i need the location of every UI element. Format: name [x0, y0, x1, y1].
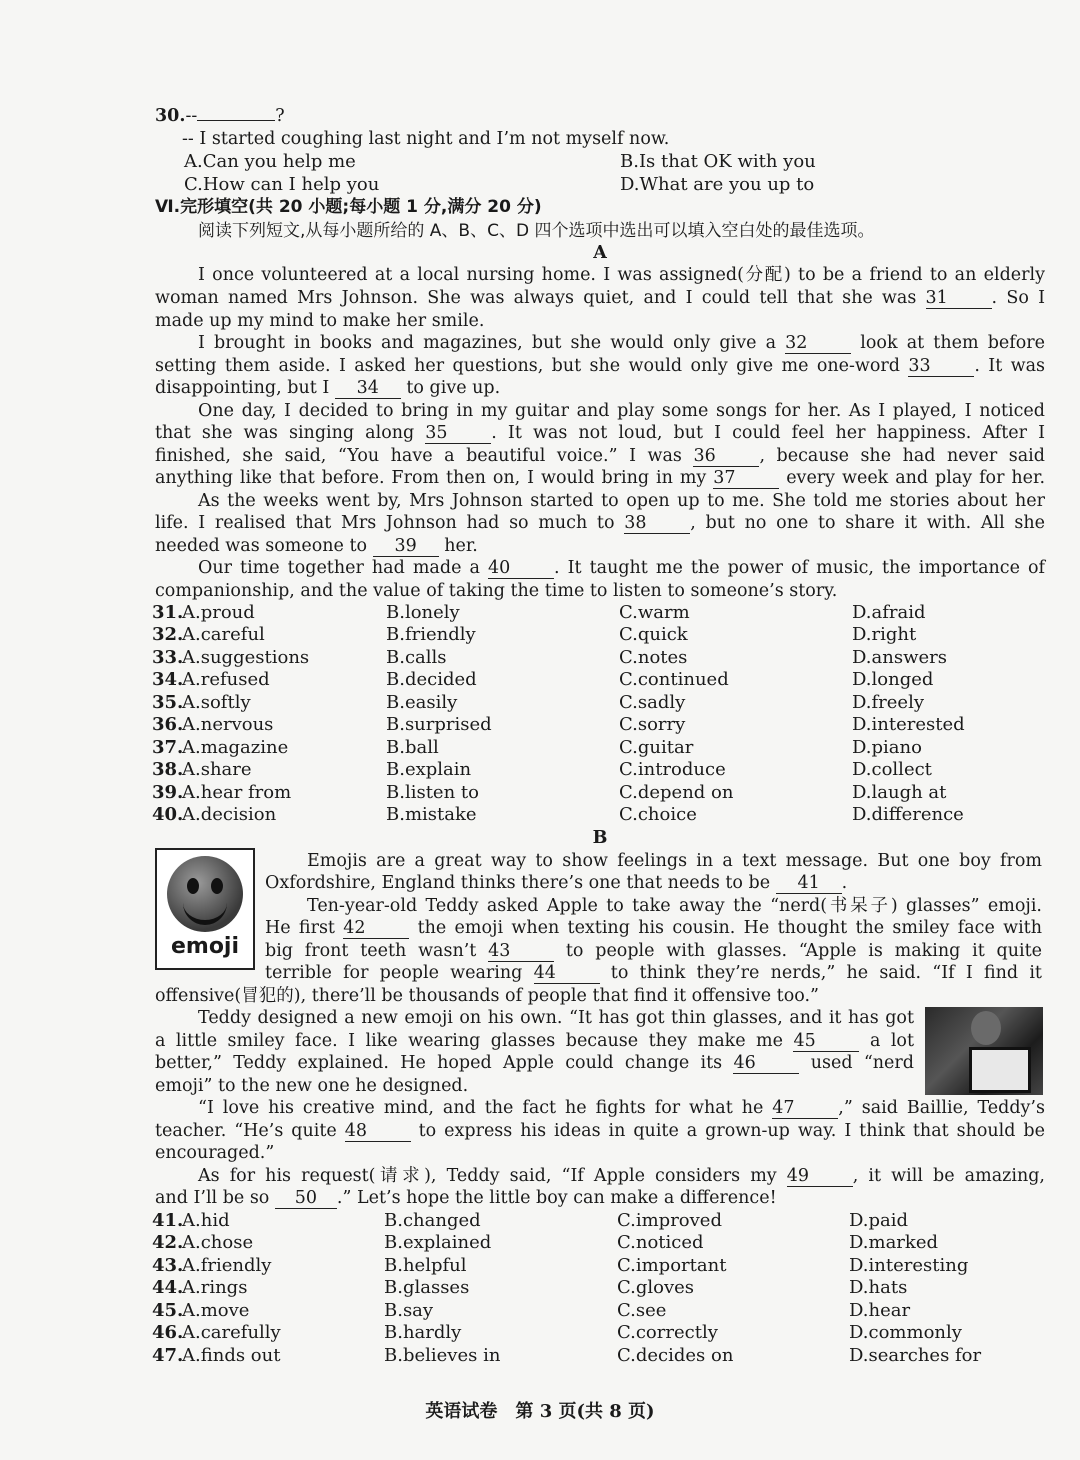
option-row	[152, 1345, 1052, 1367]
option-choice: A.suggestions	[182, 647, 310, 668]
passage-b-line	[198, 1097, 1045, 1119]
option-choice: B.explained	[384, 1232, 492, 1253]
option-choice: A.rings	[182, 1277, 248, 1298]
text-segment: to people with glasses. “Apple is making it quite	[565, 941, 1042, 961]
option-choice: C.guitar	[619, 737, 694, 758]
option-row	[152, 1232, 1052, 1254]
passage-b-line	[198, 1165, 1045, 1187]
blank-38: 38	[624, 514, 690, 534]
question-number: 33.	[152, 647, 184, 668]
passage-b-line	[155, 1030, 914, 1052]
passage-a-line	[155, 535, 1045, 557]
option-choice: B.friendly	[386, 624, 476, 645]
option-choice: A.magazine	[182, 737, 289, 758]
option-choice: C.gloves	[617, 1277, 695, 1298]
question-number: 38.	[152, 759, 184, 780]
q30-number: 30.	[155, 106, 186, 126]
blank-42: 42	[343, 919, 409, 939]
blank-48: 48	[345, 1122, 411, 1142]
blank-50: 50	[275, 1189, 337, 1209]
question-number: 40.	[152, 804, 184, 825]
section-instruction: 阅读下列短文,从每小题所给的 A、B、C、D 四个选项中选出可以填入空白处的最佳选项。	[198, 221, 875, 241]
option-choice: D.interesting	[849, 1255, 969, 1276]
passage-a-line	[155, 467, 1045, 489]
option-choice: B.ball	[386, 737, 439, 758]
text-segment: As for his request(请求), Teddy said, “If Apple considers my	[198, 1166, 777, 1186]
question-number: 44.	[152, 1277, 184, 1298]
option-choice: D.collect	[852, 759, 932, 780]
passage-b-line: Emojis are a great way to show feelings in a text message. But one boy from	[307, 851, 1042, 871]
passage-a-label: A	[593, 243, 607, 263]
option-row	[152, 647, 1052, 669]
text-segment: a lot	[869, 1031, 914, 1051]
option-choice: A.careful	[182, 624, 265, 645]
text-segment: that she was singing along	[155, 423, 415, 443]
page-footer: 英语试卷 第 3 页(共 8 页)	[425, 1401, 655, 1422]
option-choice: D.interested	[852, 714, 965, 735]
text-segment: finished, she said, “You have a beautiful voice.” I was	[155, 446, 682, 466]
option-choice: D.difference	[852, 804, 964, 825]
option-choice: D.laugh at	[852, 782, 947, 803]
question-number: 32.	[152, 624, 184, 645]
question-number: 37.	[152, 737, 184, 758]
option-choice: A.move	[182, 1300, 250, 1321]
question-number: 31.	[152, 602, 184, 623]
option-row	[152, 804, 1052, 826]
text-segment: teacher. “He’s quite	[155, 1121, 337, 1141]
option-choice: B.believes in	[384, 1345, 501, 1366]
question-number: 46.	[152, 1322, 184, 1343]
blank-43: 43	[488, 942, 554, 962]
question-number: 43.	[152, 1255, 184, 1276]
text-segment: her.	[444, 536, 478, 556]
q30-option-a: A.Can you help me	[184, 151, 356, 172]
option-choice: C.see	[617, 1300, 667, 1321]
text-segment: to express his ideas in quite a grown-up way. I think that should be	[418, 1121, 1045, 1141]
text-segment: , but no one to share it with. All she	[690, 513, 1045, 533]
option-row	[152, 1210, 1052, 1232]
text-segment: and I’ll be so	[155, 1188, 270, 1208]
option-row	[152, 1300, 1052, 1322]
option-choice: C.depend on	[619, 782, 734, 803]
q30-line1	[155, 105, 1045, 127]
text-segment: . So I	[991, 288, 1045, 308]
text-segment: , because she had never said	[759, 446, 1045, 466]
q30-option-d: D.What are you up to	[620, 174, 815, 195]
passage-a-line	[155, 355, 1045, 377]
passage-a-line: companionship, and the value of taking the time to listen to someone’s story.	[155, 581, 838, 601]
passage-a-line	[198, 332, 1045, 354]
option-choice: C.important	[617, 1255, 727, 1276]
question-number: 45.	[152, 1300, 184, 1321]
text-segment: used “nerd	[810, 1053, 914, 1073]
q30-line2: -- I started coughing last night and I’m not myself now.	[182, 129, 670, 149]
option-row	[152, 669, 1052, 691]
q30-options-row1	[152, 151, 1052, 173]
passage-a-line: made up my mind to make her smile.	[155, 311, 485, 331]
text-segment: big front teeth wasn’t	[265, 941, 477, 961]
blank-45: 45	[793, 1032, 859, 1052]
text-segment: He first	[265, 918, 335, 938]
teddy-photo	[925, 1007, 1043, 1095]
question-number: 34.	[152, 669, 184, 690]
option-choice: B.explain	[386, 759, 472, 780]
text-segment: better,” Teddy explained. He hoped Apple could change its	[155, 1053, 723, 1073]
option-choice: A.carefully	[182, 1322, 281, 1343]
option-choice: D.hats	[849, 1277, 908, 1298]
passage-b-line	[155, 1052, 914, 1074]
option-choice: D.afraid	[852, 602, 926, 623]
text-segment: Our time together had made a	[198, 558, 480, 578]
option-row	[152, 759, 1052, 781]
option-choice: D.piano	[852, 737, 922, 758]
passage-b-line: Ten-year-old Teddy asked Apple to take away the “nerd(书呆子) glasses” emoji.	[307, 896, 1042, 916]
passage-a-line	[155, 512, 1045, 534]
option-row	[152, 714, 1052, 736]
option-choice: C.decides on	[617, 1345, 734, 1366]
text-segment: ,” said Baillie, Teddy’s	[838, 1098, 1045, 1118]
question-number: 47.	[152, 1345, 184, 1366]
option-choice: D.commonly	[849, 1322, 962, 1343]
blank-33: 33	[908, 357, 974, 377]
option-choice: A.chose	[182, 1232, 254, 1253]
blank-41: 41	[776, 874, 842, 894]
blank-35: 35	[425, 424, 491, 444]
option-choice: C.choice	[619, 804, 697, 825]
option-choice: A.proud	[182, 602, 255, 623]
option-choice: C.correctly	[617, 1322, 718, 1343]
option-choice: A.refused	[182, 669, 270, 690]
emoji-caption: emoji	[170, 934, 240, 959]
option-choice: B.say	[384, 1300, 434, 1321]
question-number: 42.	[152, 1232, 184, 1253]
text-segment: to think they’re nerds,” he said. “If I find it	[610, 963, 1042, 983]
option-choice: D.longed	[852, 669, 934, 690]
text-segment: look at them before	[860, 333, 1045, 353]
passage-b-line	[155, 1120, 1045, 1142]
q30-dash: --	[185, 106, 198, 126]
passage-a-line	[155, 422, 1045, 444]
text-segment: life. I realised that Mrs Johnson had so much to	[155, 513, 615, 533]
option-choice: A.softly	[182, 692, 251, 713]
text-segment: setting them aside. I asked her questions, but she would only give me one-word	[155, 356, 900, 376]
passage-b-line	[265, 962, 1042, 984]
option-choice: B.lonely	[386, 602, 460, 623]
section-title: Ⅵ.完形填空(共 20 小题;每小题 1 分,满分 20 分)	[155, 197, 542, 217]
option-choice: A.finds out	[182, 1345, 281, 1366]
text-segment: the emoji when texting his cousin. He thought the smiley face with	[417, 918, 1042, 938]
passage-b-line	[155, 1187, 1045, 1209]
option-choice: D.searches for	[849, 1345, 982, 1366]
smiley-face-icon	[167, 856, 243, 932]
text-segment: . It taught me the power of music, the importance of	[553, 558, 1045, 578]
option-choice: B.surprised	[386, 714, 492, 735]
option-row	[152, 602, 1052, 624]
text-segment: needed was someone to	[155, 536, 368, 556]
passage-a-line	[155, 445, 1045, 467]
blank-34: 34	[335, 379, 401, 399]
passage-a-line	[198, 557, 1045, 579]
blank-37: 37	[713, 469, 779, 489]
text-segment: disappointing, but I	[155, 378, 330, 398]
blank-44: 44	[534, 964, 600, 984]
option-choice: C.introduce	[619, 759, 726, 780]
option-choice: D.right	[852, 624, 917, 645]
option-choice: C.noticed	[617, 1232, 704, 1253]
text-segment: . It was not loud, but I could feel her happiness. After I	[491, 423, 1045, 443]
question-number: 41.	[152, 1210, 184, 1231]
q30-option-b: B.Is that OK with you	[620, 151, 816, 172]
option-choice: B.mistake	[386, 804, 477, 825]
q30-question-mark: ?	[275, 106, 285, 126]
option-choice: B.decided	[386, 669, 477, 690]
option-choice: A.hear from	[182, 782, 292, 803]
option-choice: D.answers	[852, 647, 947, 668]
passage-a-line	[155, 377, 1045, 399]
question-number: 35.	[152, 692, 184, 713]
option-choice: D.hear	[849, 1300, 911, 1321]
option-row	[152, 1322, 1052, 1344]
option-choice: C.notes	[619, 647, 688, 668]
option-choice: C.sadly	[619, 692, 686, 713]
option-choice: B.changed	[384, 1210, 481, 1231]
blank-46: 46	[733, 1054, 799, 1074]
option-choice: C.continued	[619, 669, 729, 690]
text-segment: to give up.	[406, 378, 501, 398]
option-choice: D.marked	[849, 1232, 938, 1253]
text-segment: I brought in books and magazines, but she would only give a	[198, 333, 777, 353]
option-choice: A.hid	[182, 1210, 230, 1231]
passage-a-line	[155, 287, 1045, 309]
option-choice: B.easily	[386, 692, 458, 713]
blank-47: 47	[772, 1099, 838, 1119]
text-segment: terrible for people wearing	[265, 963, 523, 983]
q30-option-c: C.How can I help you	[184, 174, 380, 195]
text-segment: .” Let’s hope the little boy can make a difference!	[336, 1188, 777, 1208]
option-choice: B.listen to	[386, 782, 479, 803]
blank-39: 39	[373, 537, 439, 557]
text-segment: “I love his creative mind, and the fact he fights for what he	[198, 1098, 764, 1118]
text-segment: every week and play for her.	[786, 468, 1046, 488]
passage-b-line	[265, 872, 1042, 894]
blank-40: 40	[488, 559, 554, 579]
question-number: 39.	[152, 782, 184, 803]
text-segment: a little smiley face. I like wearing glasses because they make me	[155, 1031, 783, 1051]
blank-36: 36	[693, 447, 759, 467]
option-choice: B.glasses	[384, 1277, 470, 1298]
passage-b-line: Teddy designed a new emoji on his own. “It has got thin glasses, and it has got	[198, 1008, 914, 1028]
option-choice: C.warm	[619, 602, 690, 623]
passage-b-line: offensive(冒犯的), there’ll be thousands of people that find it offensive too.”	[155, 986, 819, 1006]
option-choice: A.decision	[182, 804, 277, 825]
option-row	[152, 782, 1052, 804]
question-number: 36.	[152, 714, 184, 735]
passage-b-line	[265, 917, 1042, 939]
passage-b-line: encouraged.”	[155, 1143, 275, 1163]
option-choice: C.sorry	[619, 714, 686, 735]
option-row	[152, 1277, 1052, 1299]
option-choice: B.hardly	[384, 1322, 462, 1343]
q30-options-row2	[152, 174, 1052, 196]
option-row	[152, 737, 1052, 759]
option-choice: D.paid	[849, 1210, 909, 1231]
passage-b-line	[265, 940, 1042, 962]
q30-blank	[197, 120, 275, 121]
passage-b-line: emoji” to the new one he designed.	[155, 1076, 469, 1096]
option-row	[152, 692, 1052, 714]
text-segment: . It was	[974, 356, 1046, 376]
option-choice: A.share	[182, 759, 252, 780]
text-segment: , it will be amazing,	[852, 1166, 1045, 1186]
emoji-illustration	[155, 848, 255, 970]
blank-32: 32	[785, 334, 851, 354]
text-segment: .	[841, 873, 848, 893]
option-choice: D.freely	[852, 692, 925, 713]
passage-a-line: As the weeks went by, Mrs Johnson started to open up to me. She told me stories about her	[198, 491, 1045, 511]
text-segment: Oxfordshire, England thinks there’s one that needs to be	[265, 873, 771, 893]
option-choice: B.helpful	[384, 1255, 467, 1276]
option-choice: A.nervous	[182, 714, 274, 735]
option-row	[152, 624, 1052, 646]
option-choice: C.quick	[619, 624, 688, 645]
option-choice: C.improved	[617, 1210, 722, 1231]
text-segment: anything like that before. From then on, I would bring in my	[155, 468, 707, 488]
passage-a-line: One day, I decided to bring in my guitar and play some songs for her. As I played, I noticed	[198, 401, 1045, 421]
passage-b-label: B	[592, 828, 608, 848]
blank-49: 49	[787, 1167, 853, 1187]
option-choice: B.calls	[386, 647, 447, 668]
option-choice: A.friendly	[182, 1255, 272, 1276]
passage-a-line: I once volunteered at a local nursing home. I was assigned(分配) to be a friend to an elderly	[198, 265, 1045, 285]
option-row	[152, 1255, 1052, 1277]
blank-31: 31	[926, 289, 992, 309]
text-segment: woman named Mrs Johnson. She was always quiet, and I could tell that she was	[155, 288, 917, 308]
